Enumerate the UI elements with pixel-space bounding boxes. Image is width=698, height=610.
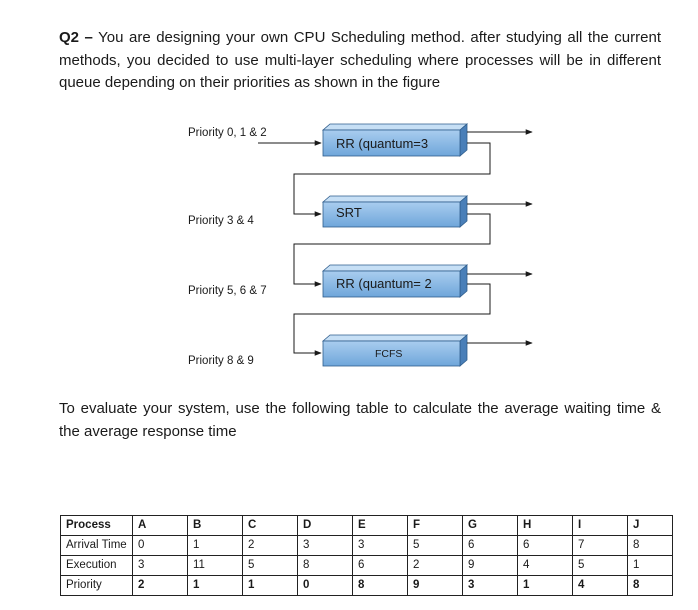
question-number: Q2 – [59,29,93,46]
table-cell: 0 [298,576,353,596]
table-cell: 1 [188,536,243,556]
question-text: You are designing your own CPU Scheduling method. after studying all the current methods, you decided to use multi-layer scheduling where processes will be in different queue depending on their priorities as shown in the figure [59,29,661,91]
table-cell: F [408,516,463,536]
table-cell: 3 [133,556,188,576]
table-cell: 7 [573,536,628,556]
table-cell: 8 [298,556,353,576]
table-cell: I [573,516,628,536]
table-cell: 8 [628,576,673,596]
table-cell: E [353,516,408,536]
table-row [61,536,673,556]
table-cell: D [298,516,353,536]
table-cell: 4 [573,576,628,596]
table-cell: 5 [243,556,298,576]
table-cell: B [188,516,243,536]
table-cell: 3 [463,576,518,596]
table-cell: 11 [188,556,243,576]
row-header: Process [61,516,133,536]
table-cell: 6 [463,536,518,556]
priority-label: Priority 0, 1 & 2 [188,127,267,139]
queue-box [323,335,467,366]
instruction-text: To evaluate your system, use the following table to calculate the average waiting time & the average response time [59,400,661,440]
row-header: Arrival Time [61,536,133,556]
table-cell: 6 [518,536,573,556]
queue-box [323,124,467,156]
table-row [61,516,673,536]
process-table [60,515,673,596]
queue-label: RR (quantum= 2 [336,276,432,291]
queue-box [323,196,467,227]
table-cell: 8 [353,576,408,596]
table-cell: A [133,516,188,536]
priority-label: Priority 5, 6 & 7 [188,285,267,297]
row-header: Priority [61,576,133,596]
table-cell: 4 [518,556,573,576]
table-cell: C [243,516,298,536]
table-cell: 8 [628,536,673,556]
table-cell: 2 [408,556,463,576]
table-cell: 0 [133,536,188,556]
table-row [61,576,673,596]
table-cell: 9 [408,576,463,596]
table-cell: J [628,516,673,536]
flow-lines [258,132,532,353]
table-cell: 1 [628,556,673,576]
table-cell: 5 [408,536,463,556]
table-cell: 6 [353,556,408,576]
table-cell: 9 [463,556,518,576]
table-cell: 3 [298,536,353,556]
table-cell: 1 [243,576,298,596]
priority-label: Priority 8 & 9 [188,355,254,367]
table-cell: 5 [573,556,628,576]
queue-label: FCFS [375,348,403,360]
table-cell: H [518,516,573,536]
table-cell: G [463,516,518,536]
queue-box [323,265,467,297]
queue-label: SRT [336,205,362,220]
table-cell: 2 [243,536,298,556]
row-header: Execution [61,556,133,576]
queue-label: RR (quantum=3 [336,136,429,151]
table-cell: 3 [353,536,408,556]
table-cell: 1 [188,576,243,596]
table-row [61,556,673,576]
table-cell: 2 [133,576,188,596]
table-cell: 1 [518,576,573,596]
priority-label: Priority 3 & 4 [188,215,254,227]
